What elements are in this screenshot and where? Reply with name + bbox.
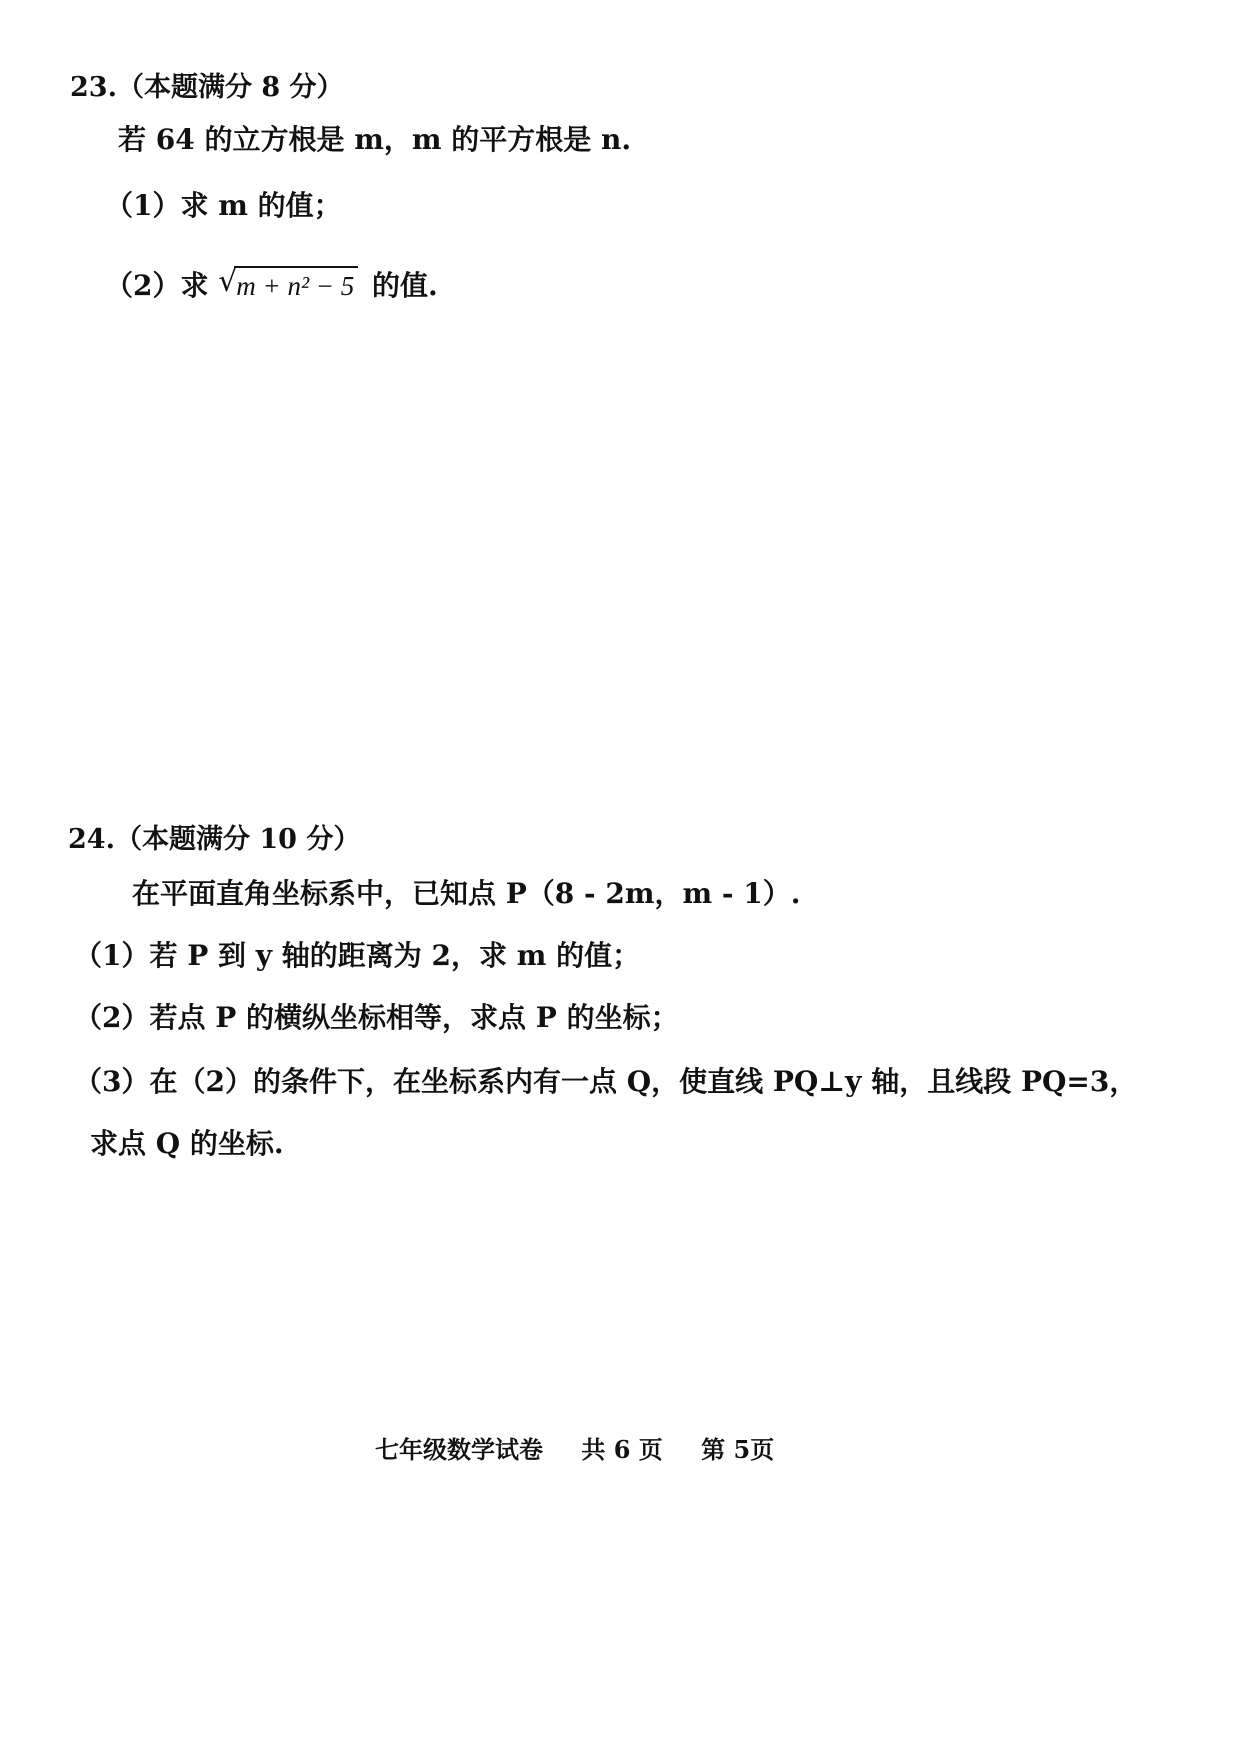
footer-page-number: 第 5页 (701, 1435, 775, 1464)
q23-part2-suffix: 的值. (372, 269, 438, 302)
q23-part2-prefix: （2）求 (105, 269, 209, 302)
page-footer (375, 1432, 804, 1468)
q24-stem: 在平面直角坐标系中，已知点 P（8 - 2m，m - 1）. (132, 877, 801, 910)
footer-title: 七年级数学试卷 (375, 1435, 543, 1464)
q23-part1: （1）求 m 的值； (105, 189, 342, 222)
q24-part1: （1）若 P 到 y 轴的距离为 2，求 m 的值； (74, 939, 641, 972)
footer-total-pages: 共 6 页 (581, 1435, 663, 1464)
q23-heading: 23.（本题满分 8 分） (70, 72, 344, 103)
q24-part2: （2）若点 P 的横纵坐标相等，求点 P 的坐标； (74, 1001, 679, 1034)
q23-part2 (105, 266, 438, 304)
q24-part3-line2: 求点 Q 的坐标. (90, 1127, 284, 1160)
radical-icon: √ (218, 264, 238, 299)
q23-stem: 若 64 的立方根是 m，m 的平方根是 n. (118, 123, 632, 156)
q24-part3-line1: （3）在（2）的条件下，在坐标系内有一点 Q，使直线 PQ⊥y 轴，且线段 PQ=3， (74, 1065, 1138, 1098)
square-root-expression (218, 266, 358, 304)
radicand: m + n² − 5 (234, 266, 358, 304)
q24-heading: 24.（本题满分 10 分） (68, 824, 361, 855)
